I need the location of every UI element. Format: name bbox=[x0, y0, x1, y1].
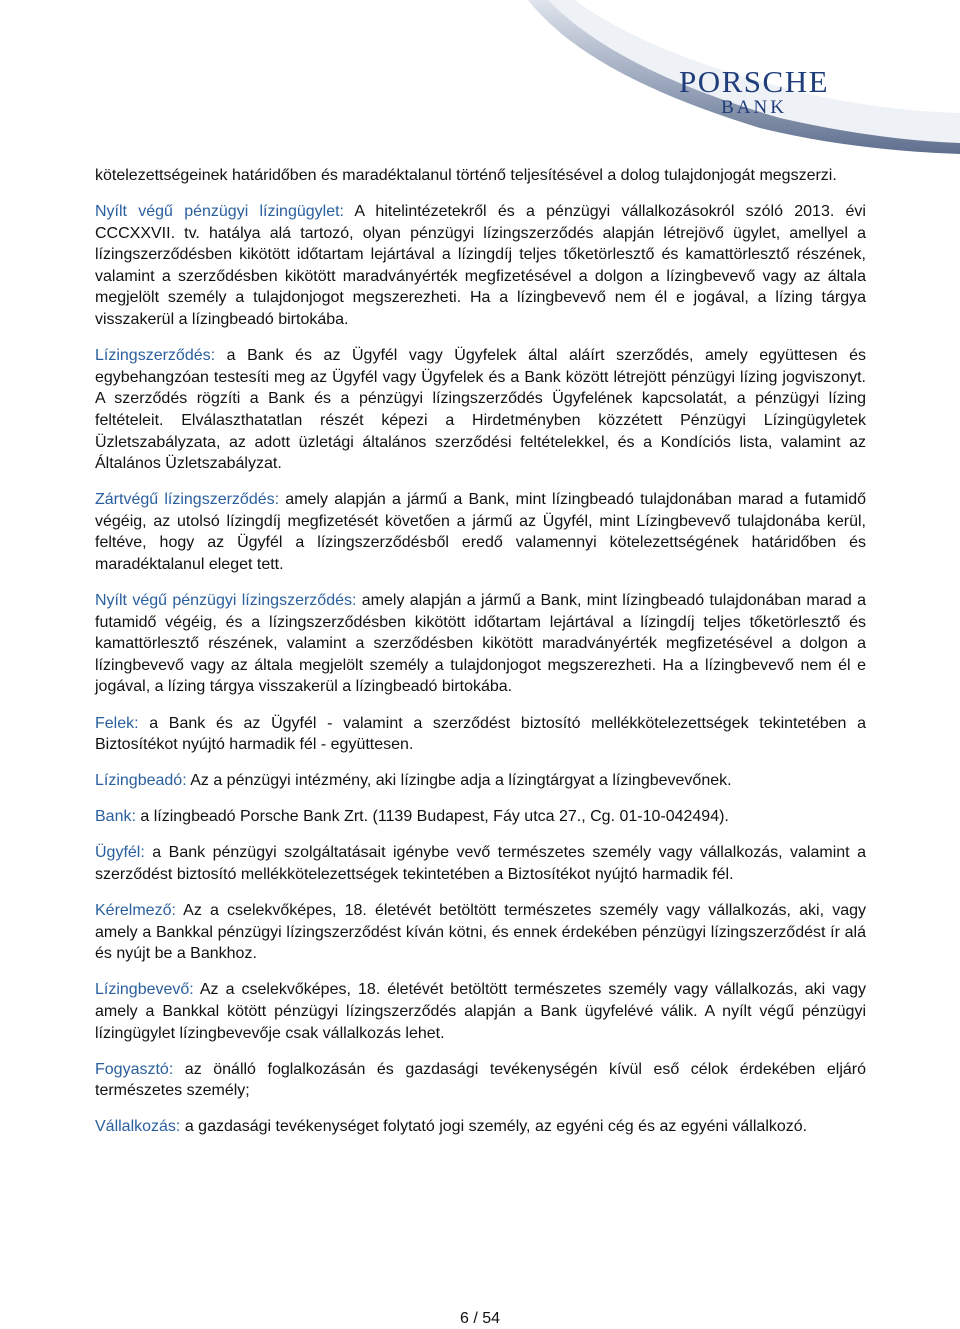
paragraph bbox=[95, 713, 866, 756]
paragraph bbox=[95, 489, 866, 575]
definition-text: a Bank pénzügyi szolgáltatásait igénybe vevő természetes személy vagy vállalkozás, valamint a szerződést biztosító mellékkötelezettségek tekintetében a Biztosítékot nyújtó harmadik fél. bbox=[95, 844, 866, 884]
definition-term: Felek: bbox=[95, 714, 139, 732]
definition-term: Zártvégű lízingszerződés: bbox=[95, 491, 280, 509]
page-number: 6 / 54 bbox=[459, 1310, 501, 1327]
definition-term: Bank: bbox=[95, 808, 136, 826]
paragraph bbox=[95, 345, 866, 475]
logo-sub-text: BANK bbox=[721, 97, 787, 118]
porsche-bank-logo bbox=[646, 66, 862, 118]
definition-text: a Bank és az Ügyfél vagy Ügyfelek által aláírt szerződés, amely együttesen és egybehangzóan testesíti meg az Ügyfél vagy Ügyfelek és a Bank között létrejött pénzügyi lízing jogviszonyt. A szerződés rögzíti a Bank és a pénzügyi lízingszerződés Ügyfelének kapcsolatát, a pénzügyi lízing feltételeit. Elválaszthatatlan részét képezi a Hirdetményben közzétett Pénzügyi Lízingügyletek Üzletszabályzata, az adott üzletági általános szerződési feltételekkel, és a Kondíciós lista, valamint az Általános Üzletszabályzat. bbox=[95, 347, 866, 473]
definition-text: amely alapján a jármű a Bank, mint lízingbeadó tulajdonában marad a futamidő végéig, és a lízingszerződésben kikötött időtartam lejártával a lízingdíj teljes tőketörlesztő és kamattörlesztő részének, valamint a szerződésben kikötött maradványérték megfizetésével a dolgon a lízingbevevő vagy az általa megjelölt személy a tulajdonjogot megszerezheti. Ha a lízingbevevő nem él e jogával, a lízing tárgya visszakerül a lízingbeadó birtokába. bbox=[95, 592, 867, 696]
definition-text: Az a cselekvőképes, 18. életévét betöltött természetes személy vagy vállalkozás, aki vagy amely a Bankkal kötött pénzügyi lízingszerződés alapján a Bank ügyfelévé válik. A nyílt végű pénzügyi lízingügylet lízingbevevője csak vállalkozás lehet. bbox=[95, 981, 866, 1042]
paragraph bbox=[95, 900, 866, 965]
definition-text: A hitelintézetekről és a pénzügyi vállalkozásokról szóló 2013. évi CCCXXVII. tv. hatálya alá tartozó, olyan pénzügyi lízingszerződés alapján létrejövő ügylet, amellyel a lízingszerződésben kikötött időtartam lejártával a lízingdíj teljes tőketörlesztő és kamattörlesztő részének, valamint a szerződésben kikötött maradványérték megfizetésével a dolgon a lízingbevevő vagy az általa megjelölt személy a tulajdonjogot megszerezheti. Ha a lízingbevevő nem él e jogával, a lízing tárgya visszakerül a lízingbeadó birtokába. bbox=[95, 203, 866, 329]
logo-main-text: PORSCHE bbox=[678, 64, 830, 99]
definition-term: Lízingbevevő: bbox=[95, 981, 194, 999]
page-header bbox=[0, 0, 960, 155]
definition-term: Ügyfél: bbox=[95, 844, 145, 862]
definition-term: Lízingszerződés: bbox=[95, 347, 216, 365]
definition-text: a gazdasági tevékenységet folytató jogi személy, az egyéni cég és az egyéni vállalkozó. bbox=[180, 1118, 808, 1136]
definition-text: az önálló foglalkozásán és gazdasági tevékenységén kívül eső célok érdekében eljáró természetes személy; bbox=[95, 1060, 866, 1100]
definition-text: a Bank és az Ügyfél - valamint a szerződést biztosító mellékkötelezettségek tekintetében a Biztosítékot nyújtó harmadik fél - együttesen. bbox=[95, 714, 866, 754]
paragraph bbox=[95, 842, 866, 885]
definition-term: Kérelmező: bbox=[95, 902, 176, 920]
definition-term: Nyílt végű pénzügyi lízingszerződés: bbox=[95, 592, 357, 610]
definition-text: amely alapján a jármű a Bank, mint lízingbeadó tulajdonában marad a futamidő végéig, az utolsó lízingdíj megfizetését követően a jármű az Ügyfél, mint Lízingbevevő tulajdonába kerül, feltéve, hogy az Ügyfél a lízingszerződésből eredő valamennyi kötelezettségének határidőben és maradéktalanul eleget tett. bbox=[95, 491, 866, 573]
paragraph bbox=[95, 770, 866, 792]
paragraph bbox=[95, 165, 866, 187]
definition-term: Lízingbeadó: bbox=[95, 772, 187, 790]
paragraph bbox=[95, 1116, 866, 1138]
paragraph bbox=[95, 1059, 866, 1102]
definition-text: kötelezettségeinek határidőben és maradéktalanul történő teljesítésével a dolog tulajdonjogát megszerzi. bbox=[95, 167, 837, 184]
paragraph bbox=[95, 806, 866, 828]
definition-term: Fogyasztó: bbox=[95, 1060, 174, 1078]
paragraph bbox=[95, 590, 866, 698]
definition-text: Az a pénzügyi intézmény, aki lízingbe adja a lízingtárgyat a lízingbevevőnek. bbox=[186, 772, 732, 790]
definition-text: Az a cselekvőképes, 18. életévét betöltött természetes személy vagy vállalkozás, aki, vagy amely a Bankkal pénzügyi lízingszerződést kíván kötni, és ennek érdekében pénzügyi lízingszerződést ír alá és nyújt be a Bankhoz. bbox=[95, 902, 866, 963]
definition-term: Vállalkozás: bbox=[95, 1118, 181, 1136]
paragraph bbox=[95, 979, 866, 1044]
definition-text: a lízingbeadó Porsche Bank Zrt. (1139 Budapest, Fáy utca 27., Cg. 01-10-042494). bbox=[135, 808, 729, 826]
paragraph bbox=[95, 201, 866, 331]
definition-term: Nyílt végű pénzügyi lízingügylet: bbox=[95, 203, 344, 221]
document-body bbox=[95, 165, 866, 1152]
